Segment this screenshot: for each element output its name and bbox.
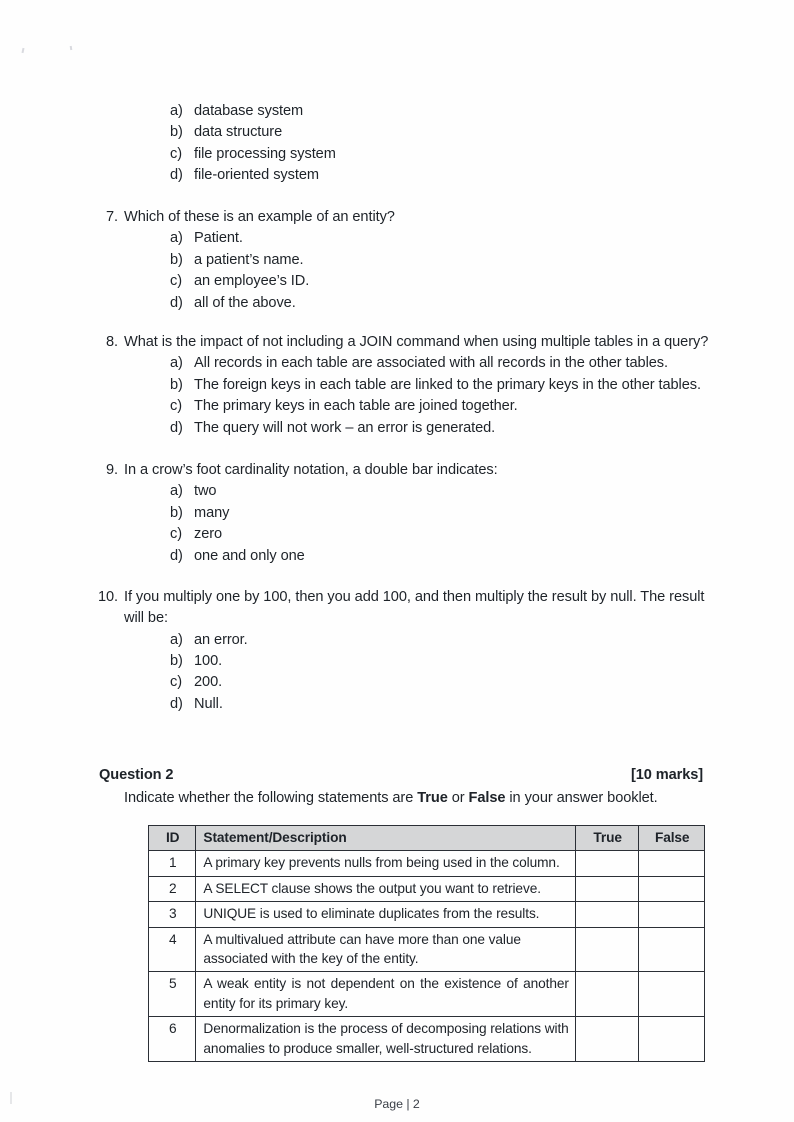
option-text: an error. xyxy=(194,631,248,648)
option-label: d) xyxy=(170,695,183,712)
table-row xyxy=(149,902,705,927)
option-text: Patient. xyxy=(194,230,243,247)
cell-id: 3 xyxy=(149,902,196,927)
cell-false-checkbox[interactable] xyxy=(639,851,705,876)
option-text: an employee’s ID. xyxy=(194,273,310,290)
cell-true-checkbox[interactable] xyxy=(575,972,639,1017)
question-2-title: Question 2 xyxy=(99,767,174,783)
cell-statement: A primary key prevents nulls from being used in the column. xyxy=(196,851,575,876)
cell-statement: A SELECT clause shows the output you want to retrieve. xyxy=(196,876,575,901)
option-list xyxy=(99,101,739,187)
option-label: c) xyxy=(170,526,182,543)
question-7 xyxy=(99,207,739,314)
column-header-false: False xyxy=(639,826,705,851)
option-list xyxy=(99,481,739,567)
question-number: 10. xyxy=(97,589,118,605)
table-head xyxy=(149,826,705,851)
option-item[interactable] xyxy=(99,144,739,165)
option-item[interactable] xyxy=(99,481,739,502)
option-label: c) xyxy=(170,145,182,162)
question-text: In a crow’s foot cardinality notation, a double bar indicates: xyxy=(124,462,498,478)
question-text: What is the impact of not including a JOIN command when using multiple tables in a query? xyxy=(124,334,709,350)
cell-false-checkbox[interactable] xyxy=(639,902,705,927)
cell-statement: UNIQUE is used to eliminate duplicates from the results. xyxy=(196,902,575,927)
option-label: d) xyxy=(170,419,183,436)
option-item[interactable] xyxy=(99,418,749,439)
cell-id: 5 xyxy=(149,972,196,1017)
statement-line-2: associated with the key of the entity. xyxy=(203,951,419,967)
option-item[interactable] xyxy=(99,375,749,396)
table-row xyxy=(149,927,705,972)
option-label: b) xyxy=(170,504,183,521)
option-text: data structure xyxy=(194,124,283,141)
cell-false-checkbox[interactable] xyxy=(639,927,705,972)
cell-true-checkbox[interactable] xyxy=(575,927,639,972)
option-item[interactable] xyxy=(99,353,749,374)
option-item[interactable] xyxy=(99,165,739,186)
cell-id: 4 xyxy=(149,927,196,972)
question-text: Which of these is an example of an entity? xyxy=(124,209,395,225)
table-body xyxy=(149,851,705,1062)
question-stem xyxy=(93,587,748,630)
option-text: one and only one xyxy=(194,547,305,564)
table-row xyxy=(149,972,705,1017)
statement-line-2: entity for its primary key. xyxy=(203,995,349,1011)
true-false-table-wrap xyxy=(148,825,705,1062)
option-text: a patient’s name. xyxy=(194,251,304,268)
option-label: a) xyxy=(170,230,183,247)
option-item[interactable] xyxy=(99,228,739,249)
option-item[interactable] xyxy=(99,503,739,524)
question-number: 9. xyxy=(105,462,118,478)
statement-line-1: Denormalization is the process of decomposing relations with xyxy=(203,1021,569,1037)
option-text: 200. xyxy=(194,674,223,691)
option-label: d) xyxy=(170,294,183,311)
scan-artifact-speck xyxy=(70,46,73,50)
option-item[interactable] xyxy=(99,293,739,314)
option-text: Null. xyxy=(194,695,223,712)
option-label: c) xyxy=(170,273,182,290)
option-item[interactable] xyxy=(99,546,739,567)
option-item[interactable] xyxy=(99,122,739,143)
option-label: a) xyxy=(170,103,183,119)
table-header-row xyxy=(149,826,705,851)
question-stem xyxy=(99,460,739,481)
instruction-false-word: False xyxy=(468,790,506,806)
option-label: b) xyxy=(170,251,183,268)
question-stem xyxy=(99,207,739,228)
table-row xyxy=(149,1017,705,1062)
statement-line-2: anomalies to produce smaller, well-structured relations. xyxy=(203,1040,532,1056)
option-item[interactable] xyxy=(99,101,739,122)
true-false-table xyxy=(148,825,705,1062)
column-header-statement: Statement/Description xyxy=(196,826,575,851)
option-label: c) xyxy=(170,674,182,691)
option-label: a) xyxy=(170,631,183,648)
option-text: database system xyxy=(194,103,304,119)
option-list xyxy=(99,228,739,314)
question-stem xyxy=(99,332,749,353)
question-text-line1: If you multiply one by 100, then you add 100, and then multiply the result by null. The result xyxy=(124,589,705,605)
question-6-options-continued xyxy=(99,101,739,187)
cell-id: 1 xyxy=(149,851,196,876)
column-header-true: True xyxy=(575,826,639,851)
cell-statement xyxy=(196,927,575,972)
option-text: many xyxy=(194,504,230,521)
question-number: 8. xyxy=(105,334,118,350)
instruction-suffix: in your answer booklet. xyxy=(505,790,658,806)
question-2-heading-row xyxy=(99,767,703,783)
question-9 xyxy=(99,460,739,567)
option-list xyxy=(99,353,749,439)
question-10 xyxy=(93,587,748,715)
cell-true-checkbox[interactable] xyxy=(575,876,639,901)
option-item[interactable] xyxy=(93,651,748,672)
option-item[interactable] xyxy=(93,630,748,651)
instruction-mid: or xyxy=(447,790,469,806)
option-item[interactable] xyxy=(93,672,748,693)
option-label: d) xyxy=(170,547,183,564)
option-list xyxy=(93,630,748,716)
statement-line-1: A multivalued attribute can have more than one value xyxy=(203,931,521,947)
option-text: zero xyxy=(194,526,223,543)
option-text: The foreign keys in each table are linked to the primary keys in the other tables. xyxy=(194,376,701,393)
option-item[interactable] xyxy=(99,396,749,417)
question-text xyxy=(124,587,748,630)
scan-artifact-speck xyxy=(22,48,25,53)
table-row xyxy=(149,876,705,901)
option-label: b) xyxy=(170,653,183,669)
page-footer: Page | 2 xyxy=(374,1097,420,1111)
cell-false-checkbox[interactable] xyxy=(639,876,705,901)
option-item[interactable] xyxy=(99,271,739,292)
option-text: The query will not work – an error is generated. xyxy=(194,419,496,436)
question-number: 7. xyxy=(105,209,118,225)
question-2-marks: [10 marks] xyxy=(630,767,703,783)
option-text: All records in each table are associated with all records in the other tables. xyxy=(194,355,668,372)
option-label: d) xyxy=(170,167,183,184)
cell-id: 2 xyxy=(149,876,196,901)
cell-false-checkbox[interactable] xyxy=(639,972,705,1017)
option-item[interactable] xyxy=(99,524,739,545)
question-text-line2: will be: xyxy=(124,610,168,627)
option-text: The primary keys in each table are joined together. xyxy=(194,398,518,415)
instruction-true-word: True xyxy=(417,790,448,806)
option-text: 100. xyxy=(194,653,223,669)
option-label: c) xyxy=(170,398,182,415)
cell-true-checkbox[interactable] xyxy=(575,1017,639,1062)
question-2-instruction xyxy=(124,788,744,809)
option-text: all of the above. xyxy=(194,294,296,311)
cell-statement xyxy=(196,1017,575,1062)
option-label: b) xyxy=(170,124,183,141)
cell-true-checkbox[interactable] xyxy=(575,902,639,927)
option-item[interactable] xyxy=(93,694,748,715)
option-text: file processing system xyxy=(194,145,336,162)
option-text: file-oriented system xyxy=(194,167,319,184)
question-8 xyxy=(99,332,749,439)
cell-false-checkbox[interactable] xyxy=(639,1017,705,1062)
statement-line-1: A weak entity is not dependent on the existence of another xyxy=(203,976,569,992)
option-label: a) xyxy=(170,483,183,500)
option-text: two xyxy=(194,483,217,500)
table-row xyxy=(149,851,705,876)
cell-true-checkbox[interactable] xyxy=(575,851,639,876)
instruction-prefix: Indicate whether the following statements are xyxy=(124,790,418,806)
cell-id: 6 xyxy=(149,1017,196,1062)
option-label: a) xyxy=(170,355,183,372)
option-label: b) xyxy=(170,376,183,393)
cell-statement xyxy=(196,972,575,1017)
option-item[interactable] xyxy=(99,250,739,271)
column-header-id: ID xyxy=(149,826,196,851)
